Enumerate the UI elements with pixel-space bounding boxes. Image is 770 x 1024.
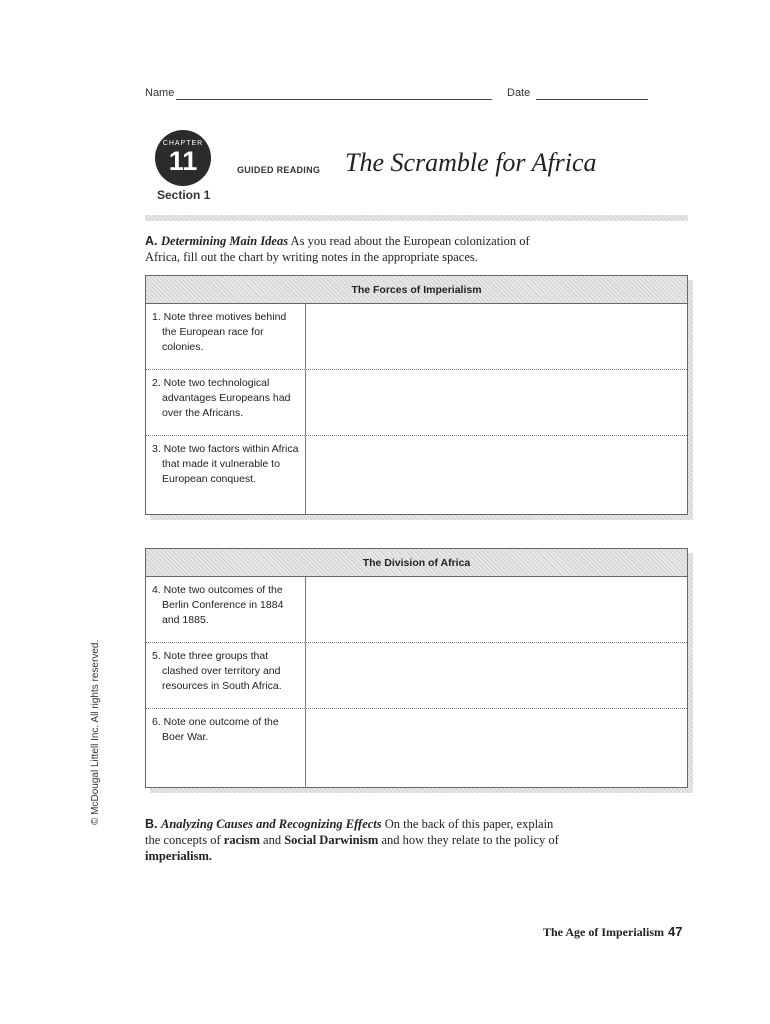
table-row [146,643,687,709]
chapter-badge [155,130,211,186]
row-prompt: 4. Note two outcomes of the Berlin Conference in 1884 and 1885. [152,584,284,626]
table-row [146,370,687,436]
answer-area[interactable] [306,436,687,514]
copyright-notice: © McDougal Littell Inc. All rights reserved. [90,639,101,825]
term-social-darwinism: Social Darwinism [284,833,379,847]
table-row [146,709,687,787]
division-of-africa-table [145,548,688,788]
part-a-heading: Determining Main Ideas [161,234,289,248]
part-b-instructions [145,816,570,864]
row-prompt: 2. Note two technological advantages Europeans had over the Africans. [152,377,291,419]
table-title: The Division of Africa [146,549,687,577]
name-field[interactable] [176,98,492,100]
page-footer [543,924,682,940]
table-row [146,436,687,514]
answer-area[interactable] [306,643,687,708]
row-prompt: 3. Note two factors within Africa that made it vulnerable to European conquest. [152,443,299,485]
part-b-text: and how they relate to the policy of [381,833,559,847]
section-label: Section 1 [157,188,211,202]
guided-reading-label: GUIDED READING [237,165,321,175]
term-racism: racism [223,833,260,847]
part-b-text: and [263,833,282,847]
chapter-number: 11 [168,146,198,176]
answer-area[interactable] [306,709,687,787]
chapter-label: CHAPTER [162,140,204,147]
row-prompt: 5. Note three groups that clashed over territory and resources in South Africa. [152,650,282,692]
footer-unit-title: The Age of Imperialism [543,925,664,939]
term-imperialism: imperialism. [145,849,213,863]
forces-of-imperialism-table [145,275,688,515]
part-b-text: On the back of this paper, explain the concepts of [145,817,554,847]
answer-area[interactable] [306,577,687,642]
part-b-letter: B. [145,817,158,831]
answer-area[interactable] [306,370,687,435]
section-divider [145,215,688,221]
table-row [146,577,687,643]
row-prompt: 1. Note three motives behind the European race for colonies. [152,311,287,353]
part-a-text: As you read about the European colonization of Africa, fill out the chart by writing notes in the appropriate spaces. [145,234,530,264]
page-number: 47 [668,924,683,939]
part-a-letter: A. [145,234,158,248]
row-prompt: 6. Note one outcome of the Boer War. [152,716,279,743]
answer-area[interactable] [306,304,687,369]
table-title: The Forces of Imperialism [146,276,687,304]
name-label: Name [145,87,175,99]
table-row [146,304,687,370]
part-a-instructions [145,233,555,265]
page-title: The Scramble for Africa [345,148,597,177]
part-b-heading: Analyzing Causes and Recognizing Effects [161,817,382,831]
date-label: Date [507,87,531,99]
date-field[interactable] [536,98,648,100]
